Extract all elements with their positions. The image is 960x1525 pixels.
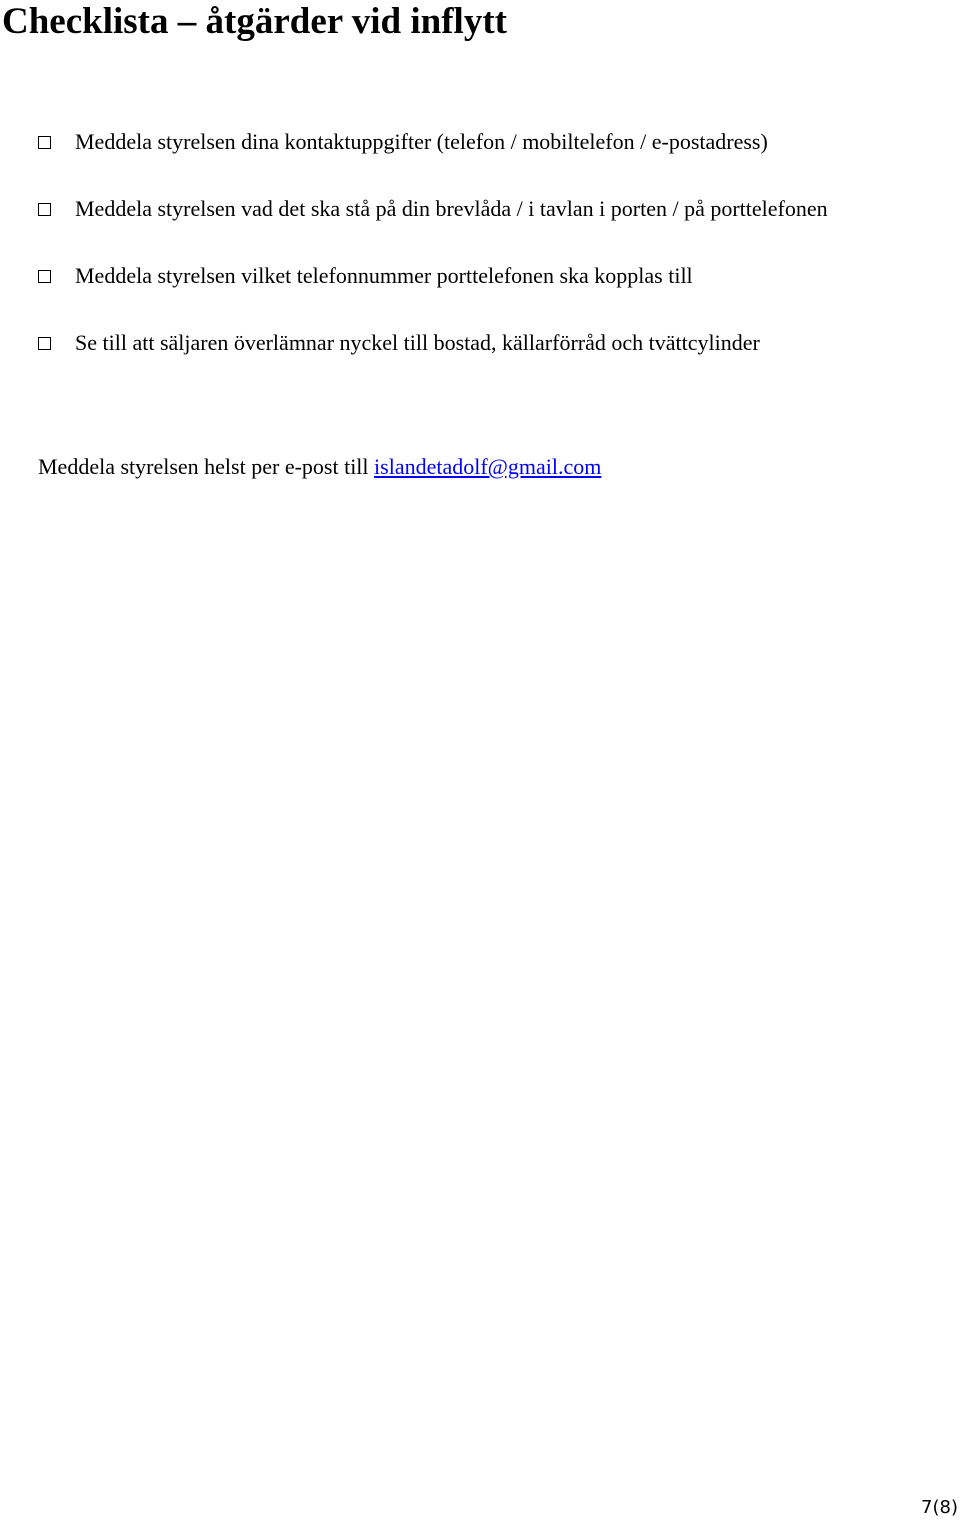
checkbox-icon[interactable]	[38, 337, 51, 350]
checkbox-icon[interactable]	[38, 136, 51, 149]
checklist-item[interactable]	[38, 122, 828, 162]
checklist-item[interactable]	[38, 189, 828, 229]
checkbox-icon[interactable]	[38, 270, 51, 283]
checklist-item-label: Se till att säljaren överlämnar nyckel till bostad, källarförråd och tvättcylinder	[75, 330, 760, 355]
page-title: Checklista – åtgärder vid inflytt	[2, 1, 507, 42]
checklist-item[interactable]	[38, 323, 828, 363]
email-link[interactable]: islandetadolf@gmail.com	[374, 454, 602, 479]
checklist-item-label: Meddela styrelsen vad det ska stå på din brevlåda / i tavlan i porten / på porttelefonen	[75, 196, 828, 221]
contact-text: Meddela styrelsen helst per e-post till	[38, 454, 375, 479]
checklist-item-label: Meddela styrelsen vilket telefonnummer porttelefonen ska kopplas till	[75, 263, 693, 288]
checklist	[38, 122, 828, 390]
page-number: 7(8)	[921, 1497, 958, 1518]
checklist-item-label: Meddela styrelsen dina kontaktuppgifter (telefon / mobiltelefon / e-postadress)	[75, 129, 768, 154]
contact-instruction	[38, 447, 601, 487]
checklist-item[interactable]	[38, 256, 828, 296]
checkbox-icon[interactable]	[38, 203, 51, 216]
